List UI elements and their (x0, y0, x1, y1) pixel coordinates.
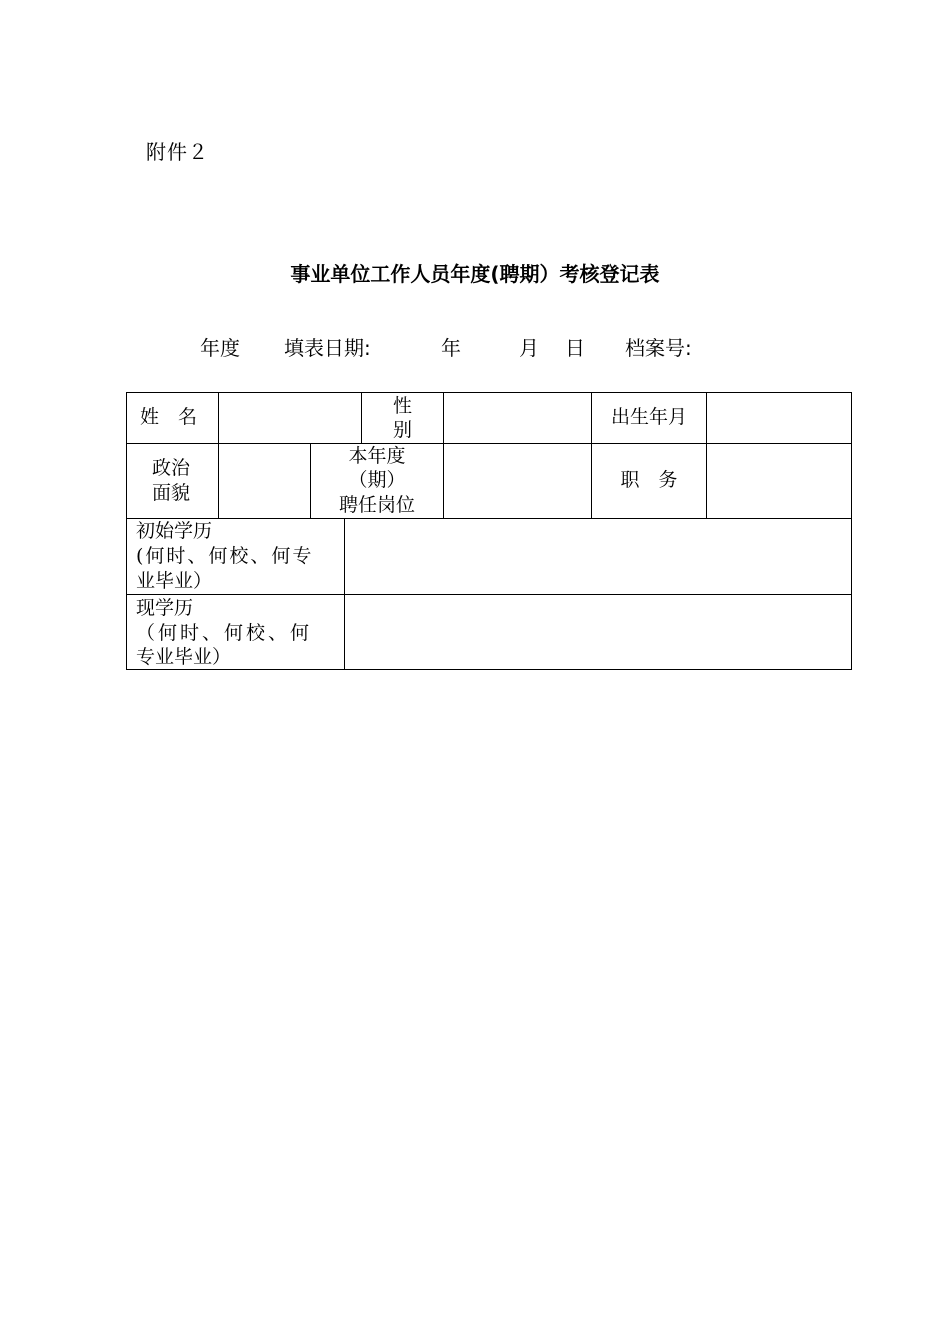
birth-date-label: 出生年月 (610, 406, 687, 428)
attachment-label: 附件２ (146, 140, 209, 164)
initial-education-label-line-2: (何时、何校、何专 (136, 545, 314, 567)
post-label-line-2: （期） (348, 469, 406, 491)
duty-label: 职 务 (620, 469, 678, 491)
fill-date-year-unit: 年 (441, 336, 461, 360)
fill-date-day-unit: 日 (565, 336, 585, 360)
file-number-label: 档案号: (625, 336, 692, 360)
registration-table (126, 392, 852, 670)
fill-date-month-unit: 月 (519, 336, 539, 360)
name-label: 姓 名 (140, 406, 198, 428)
fill-date-label: 填表日期: (284, 336, 371, 360)
initial-education-label-line-1: 初始学历 (136, 520, 213, 542)
year-label: 年度 (200, 336, 240, 360)
gender-label-line-2: 别 (392, 419, 412, 441)
post-label-line-3: 聘任岗位 (338, 494, 415, 516)
form-title: 事业单位工作人员年度(聘期）考核登记表 (290, 262, 660, 286)
current-education-label-line-3: 专业毕业） (136, 646, 232, 668)
current-education-label-line-1: 现学历 (136, 597, 194, 619)
post-label-line-1: 本年度 (348, 445, 406, 467)
initial-education-label-line-3: 业毕业） (136, 570, 213, 592)
political-status-label-line-2: 面貌 (152, 482, 191, 504)
political-status-label-line-1: 政治 (152, 457, 191, 479)
gender-label-line-1: 性 (392, 395, 412, 417)
current-education-label-line-2: （何时、何校、何 (136, 622, 313, 644)
